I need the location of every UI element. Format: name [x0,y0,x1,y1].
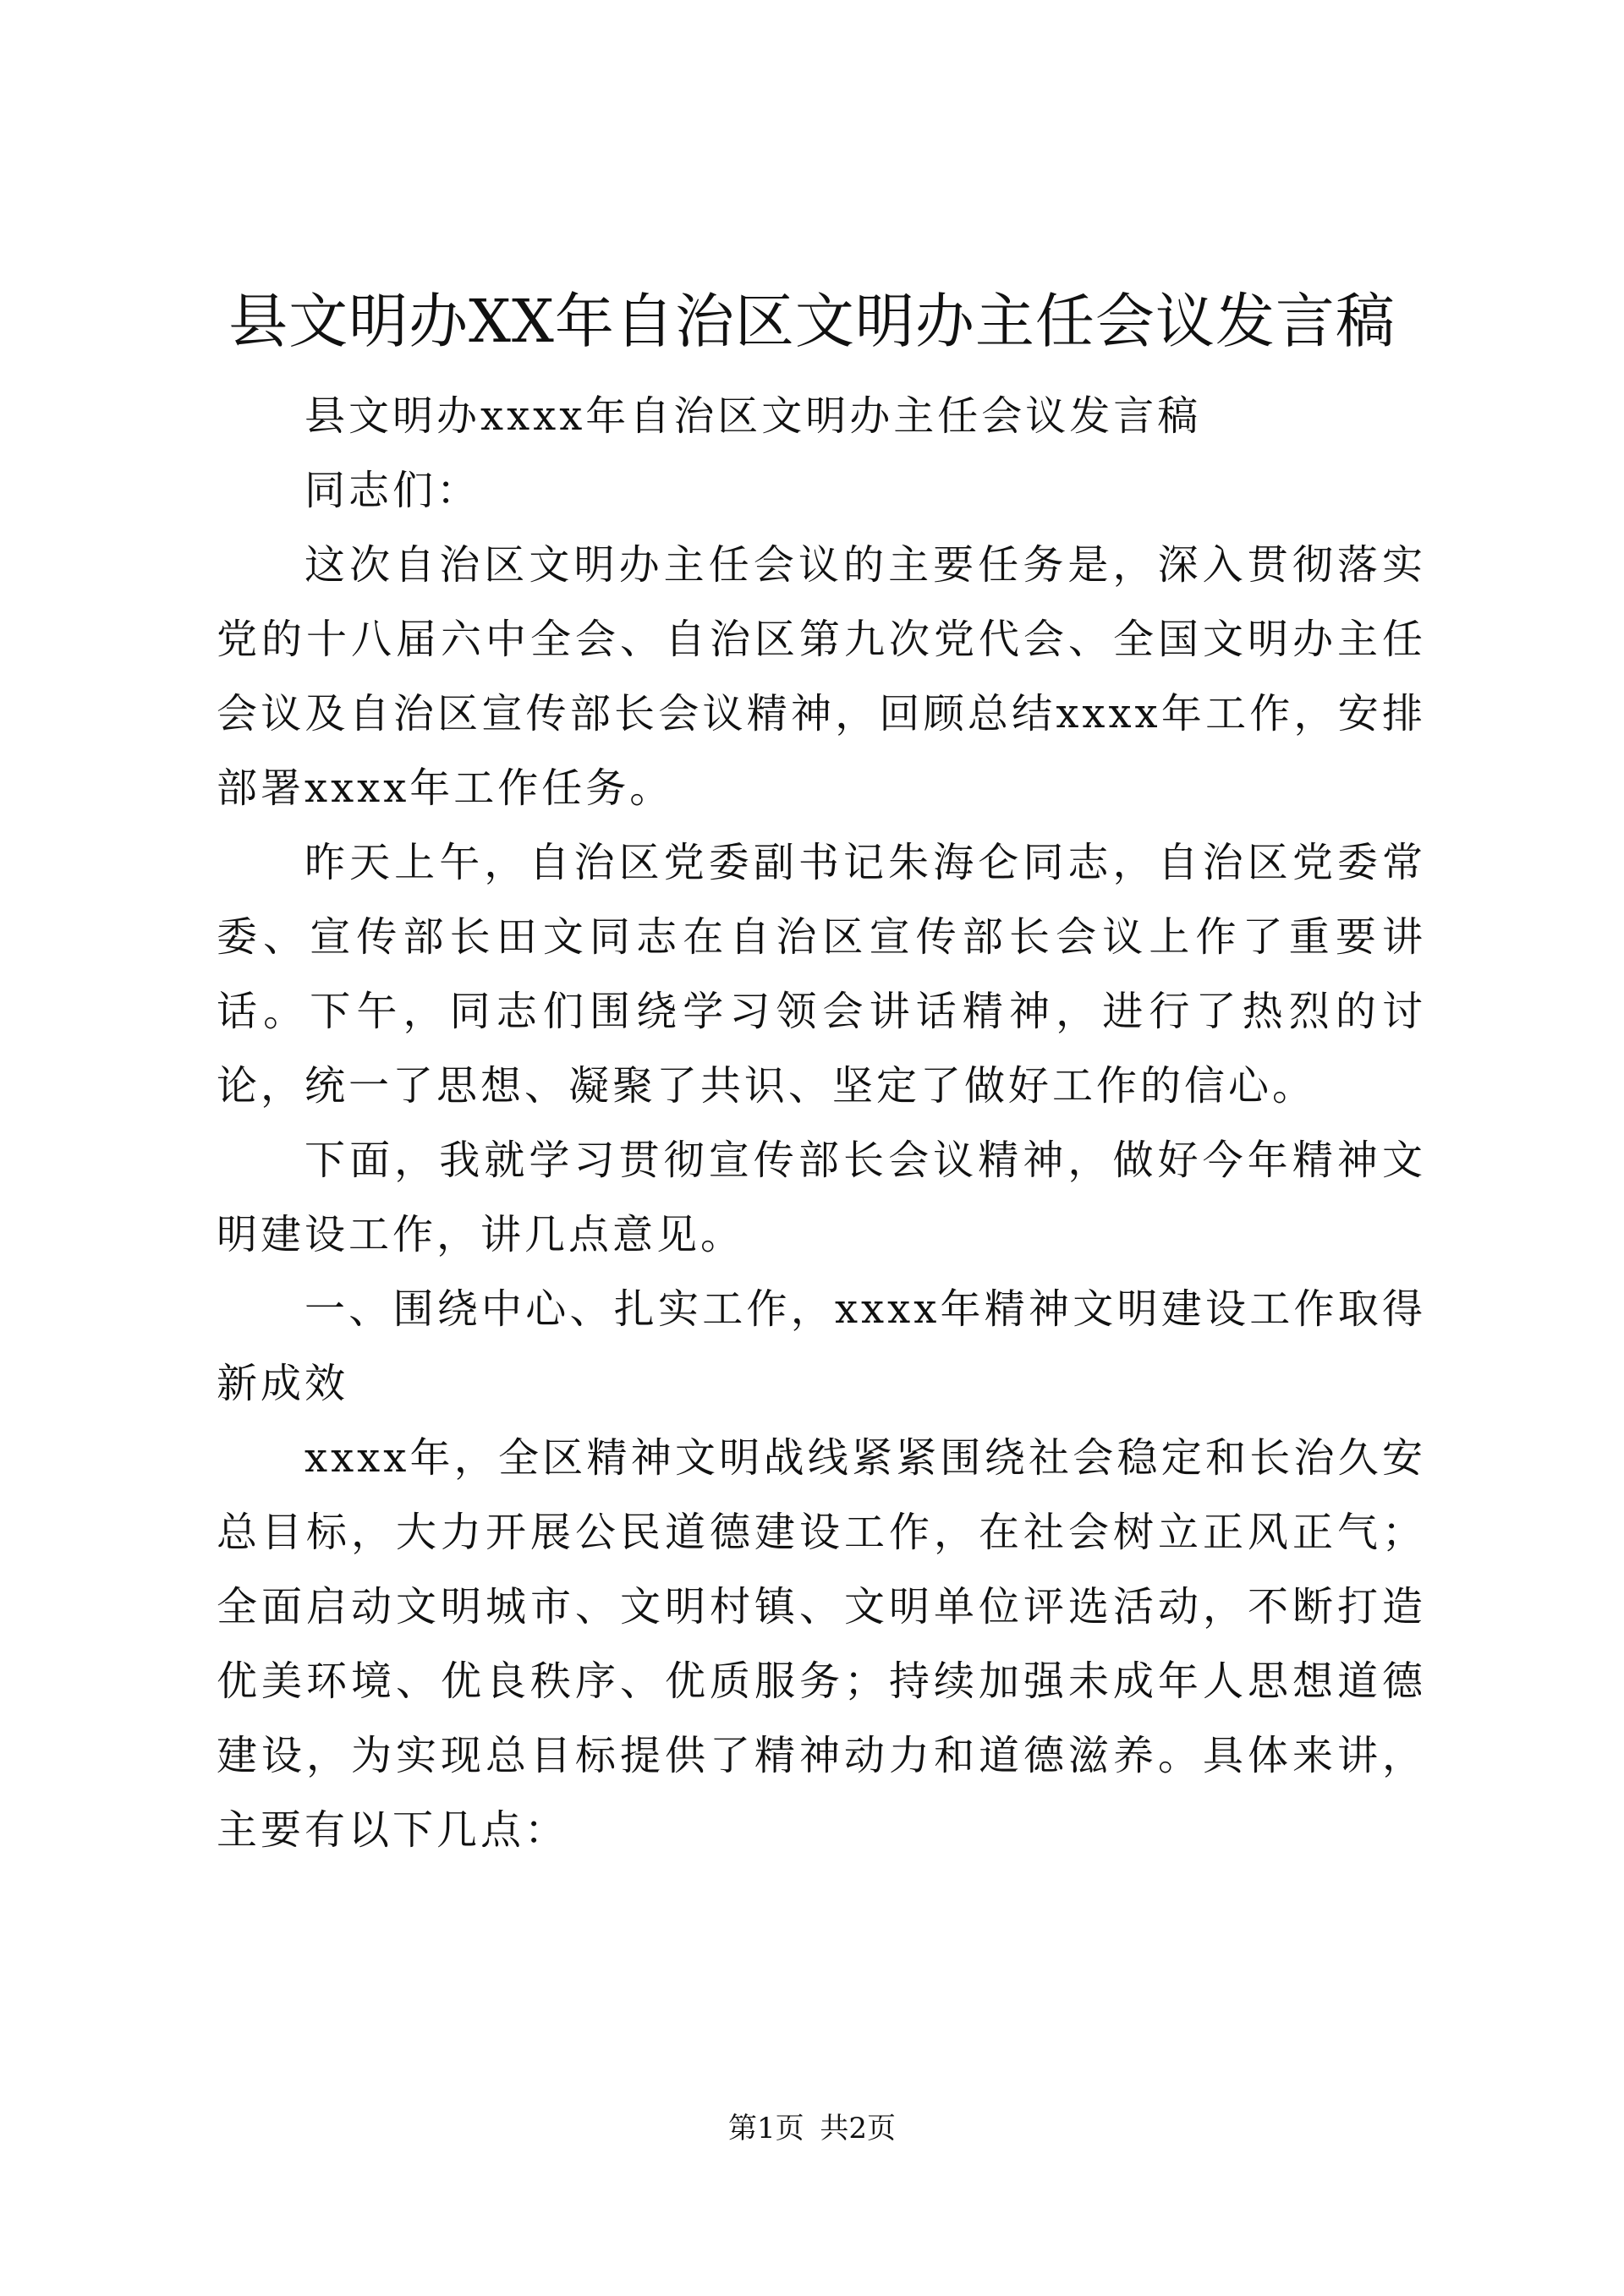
document-title: 县文明办XX年自治区文明办主任会议发言稿 [228,287,1396,356]
paragraph-yesterday: 昨天上午，自治区党委副书记朱海仑同志，自治区党委常委、宣传部长田文同志在自治区宣传部长会议上作了重要讲话。下午，同志们围绕学习领会讲话精神，进行了热烈的讨论，统一了思想、凝聚了共识、坚定了做好工作的信心。 [217,839,1426,1110]
paragraph-subtitle: 县文明办xxxx年自治区文明办主任会议发言稿 [304,392,1202,440]
paragraph-meeting-task: 这次自治区文明办主任会议的主要任务是，深入贯彻落实党的十八届六中全会、自治区第九次党代会、全国文明办主任会议及自治区宣传部长会议精神，回顾总结xxxx年工作，安排部署xxxx年工作任务。 [217,541,1426,812]
page-number: 第1页 [727,2112,804,2145]
paragraph-achievements: xxxx年，全区精神文明战线紧紧围绕社会稳定和长治久安总目标，大力开展公民道德建设工作，在社会树立正风正气；全面启动文明城市、文明村镇、文明单位评选活动，不断打造优美环境、优良秩序、优质服务；持续加强未成年人思想道德建设，为实现总目标提供了精神动力和道德滋养。具体来讲，主要有以下几点： [217,1434,1426,1854]
paragraph-opinions: 下面，我就学习贯彻宣传部长会议精神，做好今年精神文明建设工作，讲几点意见。 [217,1137,1426,1258]
document-body [217,379,1426,1867]
paragraph-salutation: 同志们： [304,467,481,514]
section-heading-one: 一、围绕中心、扎实工作，xxxx年精神文明建设工作取得新成效 [217,1285,1426,1407]
page-total: 共2页 [820,2112,897,2145]
page-footer [0,2107,1624,2150]
